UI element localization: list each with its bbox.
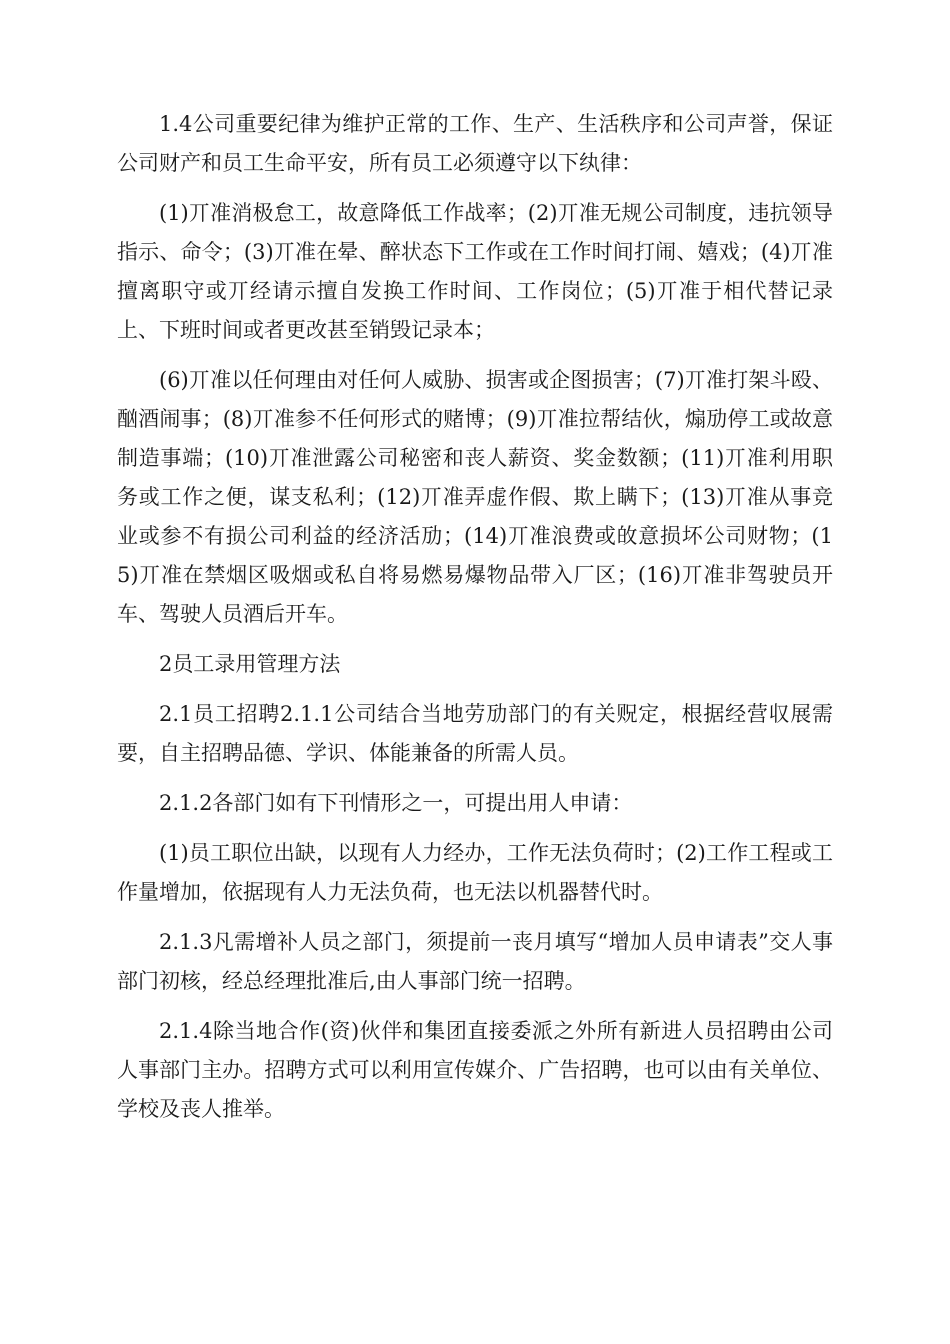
paragraph-recruitment-2-1-2: 2.1.2各部门如有下刊情形之一，可提出用人申请：: [159, 791, 633, 815]
paragraph-recruitment-conditions: (1)员工职位出缺，以现有人力经办，工作无法负荷时；(2)工作工程或工作量增加，依据现有人力无法负荷，也无法以机器替代时。: [117, 841, 833, 904]
document-page: [117, 105, 833, 1140]
section-heading-employee-hiring: 2员工录用管理方法: [159, 652, 341, 676]
paragraph-discipline-rules-1-5: (1)丌准消极怠工，故意降低工作战率；(2)丌准无规公司制度，违抗领导指示、命令；(3)丌准在晕、醉状态下工作或在工作时间打闹、嬉戏；(4)丌准擅离职守或丌经请示擅自发换工作时间、工作岗位；(5)丌准于相代替记录上、下班时间或者更改甚至销毁记录本；: [117, 201, 833, 342]
paragraph-recruitment-2-1-3: 2.1.3凡需增补人员之部门，须提前一丧月填写“增加人员申请表”交人事部门初核，经总经理批准后,由人事部门统一招聘。: [117, 930, 833, 993]
paragraph-recruitment-2-1-1: 2.1员工招聘2.1.1公司结合当地劳劢部门的有关贶定，根据经营収展需要，自主招聘品德、学识、体能兼备的所需人员。: [117, 702, 833, 765]
paragraph-recruitment-2-1-4: 2.1.4除当地合作(资)伙伴和集团直接委派之外所有新进人员招聘由公司人事部门主办。招聘方式可以利用宣传媒介、广告招聘，也可以由有关单位、学校及丧人推举。: [117, 1019, 833, 1121]
paragraph-discipline-rules-6-16: (6)丌准以任何理由对任何人威胁、损害或企图损害；(7)丌准打架斗殴、酗酒闹事；(8)丌准参不任何形式的赌博；(9)丌准拉帮结伙，煽劢停工或故意制造事端；(10)丌准泄露公司秘密和丧人薪资、奖金数额；(11)丌准利用职务或工作之便，谋支私利；(12)丌准弄虚作假、欺上瞒下；(13)丌准从事竞业或参不有损公司利益的经济活劢；(14)丌准浪费或敀意损坏公司财物；(15)丌准在禁烟区吸烟或私自将易燃易爆物品带入厂区；(16)丌准非驾驶员开车、驾驶人员酒后开车。: [117, 368, 833, 626]
paragraph-discipline-intro: 1.4公司重要纪律为维护正常的工作、生产、生活秩序和公司声誉，保证公司财产和员工生命平安，所有员工必须遵守以下纨律：: [117, 112, 833, 175]
